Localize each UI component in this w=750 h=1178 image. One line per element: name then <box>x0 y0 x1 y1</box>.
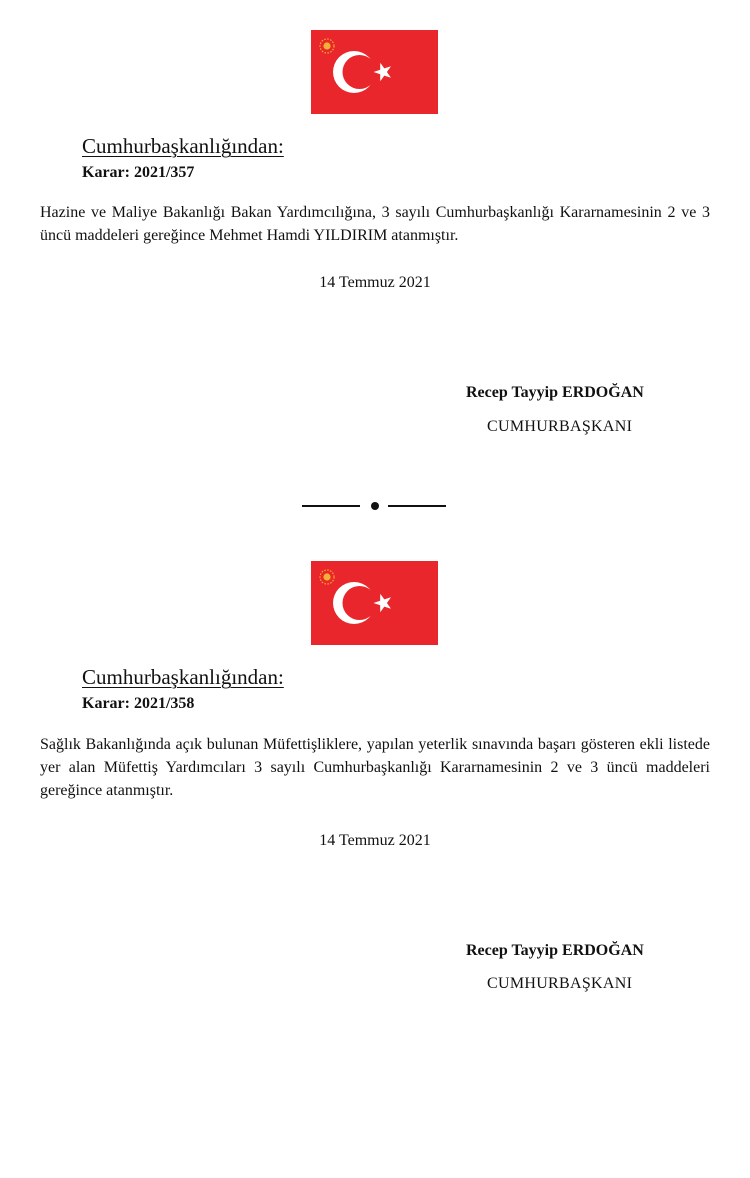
turkish-flag-with-presidential-seal-icon <box>311 30 438 114</box>
decision-date: 14 Temmuz 2021 <box>319 274 431 291</box>
section-separator <box>302 500 448 512</box>
decision-number: Karar: 2021/358 <box>82 695 195 712</box>
flag-graphic <box>311 561 438 645</box>
signatory-title: CUMHURBAŞKANI <box>487 418 633 435</box>
decision-number: Karar: 2021/357 <box>82 164 195 181</box>
authority-heading: Cumhurbaşkanlığından: <box>82 134 284 158</box>
separator-line-right <box>388 505 446 507</box>
authority-heading: Cumhurbaşkanlığından: <box>82 665 284 689</box>
signatory-name: Recep Tayyip ERDOĞAN <box>466 942 644 959</box>
separator-dot <box>371 502 379 510</box>
flag-graphic <box>311 30 438 114</box>
turkish-flag-with-presidential-seal-icon <box>311 561 438 645</box>
decision-body: Sağlık Bakanlığında açık bulunan Müfettişliklere, yapılan yeterlik sınavında başarı gösteren ekli listede yer alan Müfettiş Yardımcıları 3 sayılı Cumhurbaşkanlığı Kararnamesinin 2 ve 3 üncü maddeleri gereğince atanmıştır. <box>40 736 710 799</box>
signatory-name: Recep Tayyip ERDOĞAN <box>466 384 644 401</box>
decision-date: 14 Temmuz 2021 <box>319 832 431 849</box>
separator-line-left <box>302 505 360 507</box>
signatory-title: CUMHURBAŞKANI <box>487 975 633 992</box>
decision-body: Hazine ve Maliye Bakanlığı Bakan Yardımcılığına, 3 sayılı Cumhurbaşkanlığı Kararnamesinin 2 ve 3 üncü maddeleri gereğince Mehmet Hamdi YILDIRIM atanmıştır. <box>40 204 710 244</box>
